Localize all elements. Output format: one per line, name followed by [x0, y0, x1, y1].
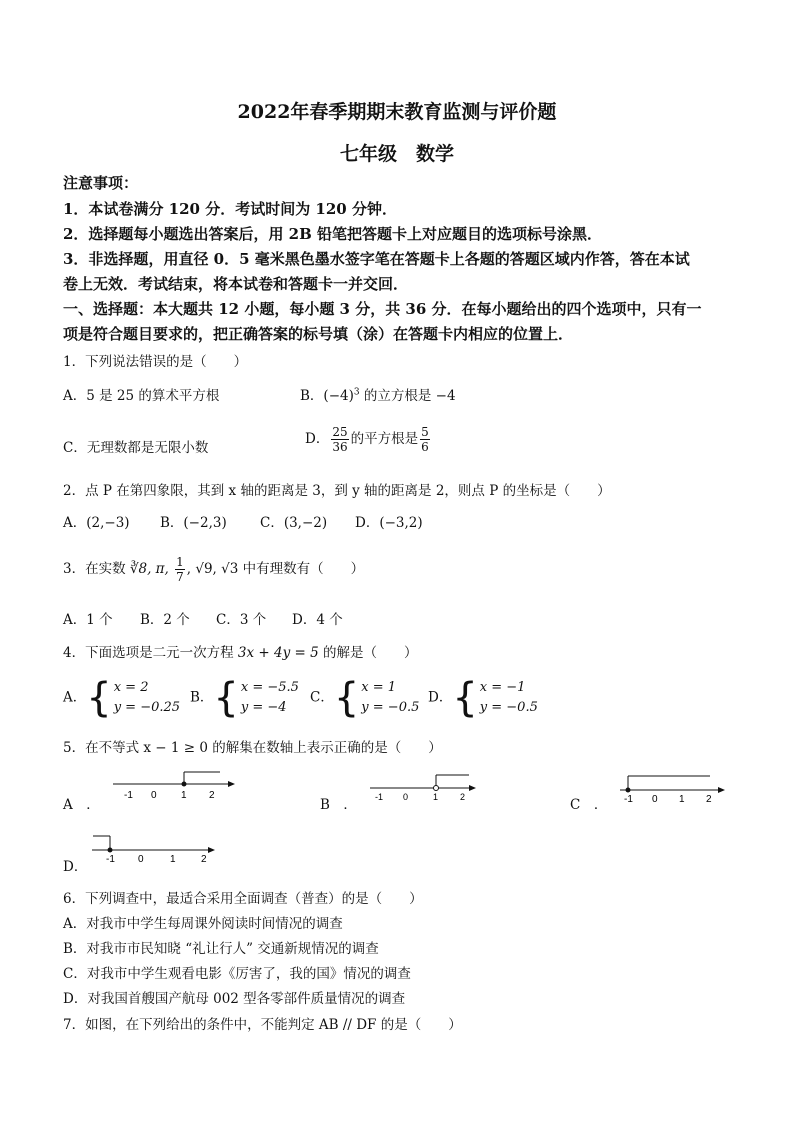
notes-heading: 注意事项：	[63, 174, 139, 192]
q4-option-c: C． { x = 1 y = −0.5	[310, 675, 420, 721]
question-2-stem: 2．点 P 在第四象限，其到 x 轴的距离是 3，到 y 轴的距离是 2，则点 P 的坐标是（ ）	[63, 483, 611, 499]
svg-text:2: 2	[706, 794, 712, 804]
q1-option-b: B．$(-4)^3$ 的立方根是 −4	[300, 387, 456, 404]
q2-option-c: C．(3,−2)	[260, 515, 328, 531]
svg-text:1: 1	[170, 854, 176, 865]
svg-text:0: 0	[403, 792, 409, 802]
q1-option-d: D． $\frac{25}{36}$ 的平方根是 $\frac{5}{6}$	[305, 425, 429, 454]
q5-option-a-label: A ．	[63, 797, 100, 813]
q6-option-b: B．对我市市民知晓 “礼让行人” 交通新规情况的调查	[63, 941, 379, 957]
notes-item: 1．本试卷满分 120 分．考试时间为 120 分钟．	[63, 200, 397, 218]
notes-item: 2．选择题每小题选出答案后，用 2B 铅笔把答题卡上对应题目的选项标号涂黑．	[63, 225, 603, 243]
question-4-stem: 4．下面选项是二元一次方程 3x + 4y = 5 的解是（ ）	[63, 645, 418, 661]
svg-text:2: 2	[201, 854, 207, 865]
section-heading-cont: 项是符合题目要求的，把正确答案的标号填（涂）在答题卡内相应的位置上．	[63, 325, 574, 343]
question-1-stem: 1．下列说法错误的是（ ）	[63, 354, 248, 370]
q5-option-b-number-line	[365, 770, 480, 802]
q4-option-b: B． { x = −5.5 y = −4	[190, 675, 299, 721]
q4-option-a: A． { x = 2 y = −0.25	[63, 675, 181, 721]
q5-option-c-label: C ．	[570, 797, 608, 813]
q6-option-d: D．对我国首艘国产航母 002 型各零部件质量情况的调查	[63, 991, 406, 1007]
svg-text:0: 0	[138, 854, 144, 865]
page-title: 2022年春季期期末教育监测与评价题	[237, 101, 557, 123]
svg-text:1: 1	[433, 792, 439, 802]
svg-text:1: 1	[181, 790, 187, 801]
q3-option-d: D．4 个	[292, 612, 343, 628]
question-6-stem: 6．下列调查中，最适合采用全面调查（普查）的是（ ）	[63, 891, 423, 907]
svg-text:-1: -1	[624, 794, 633, 804]
page-subtitle: 七年级 数学	[339, 143, 454, 165]
svg-text:0: 0	[652, 794, 658, 804]
q2-option-a: A．(2,−3)	[63, 515, 130, 531]
svg-text:-1: -1	[106, 854, 115, 865]
notes-item: 卷上无效．考试结束，将本试卷和答题卡一并交回．	[63, 275, 409, 293]
q5-option-a-number-line	[108, 768, 238, 802]
q6-option-c: C．对我市中学生观看电影《厉害了，我的国》情况的调查	[63, 966, 411, 982]
q3-option-c: C．3 个	[216, 612, 267, 628]
question-5-stem: 5．在不等式 x − 1 ≥ 0 的解集在数轴上表示正确的是（ ）	[63, 740, 442, 756]
svg-text:1: 1	[679, 794, 685, 804]
svg-text:0: 0	[151, 790, 157, 801]
notes-item: 3．非选择题，用直径 0．5 毫米黑色墨水签字笔在答题卡上各题的答题区域内作答，答在本试	[63, 250, 690, 268]
q5-option-c-number-line	[618, 770, 730, 804]
section-heading: 一、选择题：本大题共 12 小题，每小题 3 分，共 36 分．在每小题给出的四个选项中，只有一	[63, 300, 702, 318]
q5-option-d-number-line	[90, 830, 220, 866]
q6-option-a: A．对我市中学生每周课外阅读时间情况的调查	[63, 916, 343, 932]
q4-option-d: D． { x = −1 y = −0.5	[428, 675, 538, 721]
q3-option-a: A．1 个	[63, 612, 113, 628]
svg-text:2: 2	[460, 792, 466, 802]
q3-option-b: B．2 个	[140, 612, 190, 628]
svg-text:-1: -1	[124, 790, 133, 801]
question-7-stem: 7．如图，在下列给出的条件中，不能判定 AB // DF 的是（ ）	[63, 1017, 462, 1033]
q1-option-a: A．5 是 25 的算术平方根	[63, 388, 220, 404]
svg-text:-1: -1	[375, 792, 384, 802]
q1-option-c: C．无理数都是无限小数	[63, 440, 209, 456]
q2-option-b: B．(−2,3)	[160, 515, 227, 531]
q5-option-b-label: B ．	[320, 797, 357, 813]
question-3-stem: 3．在实数 ∛8, π, $\frac{1}{7}$ , √9, √3 中有理数有（ ）	[63, 555, 365, 584]
q2-option-d: D．(−3,2)	[355, 515, 423, 531]
svg-text:2: 2	[209, 790, 215, 801]
q5-option-d-label: D．	[63, 859, 88, 875]
